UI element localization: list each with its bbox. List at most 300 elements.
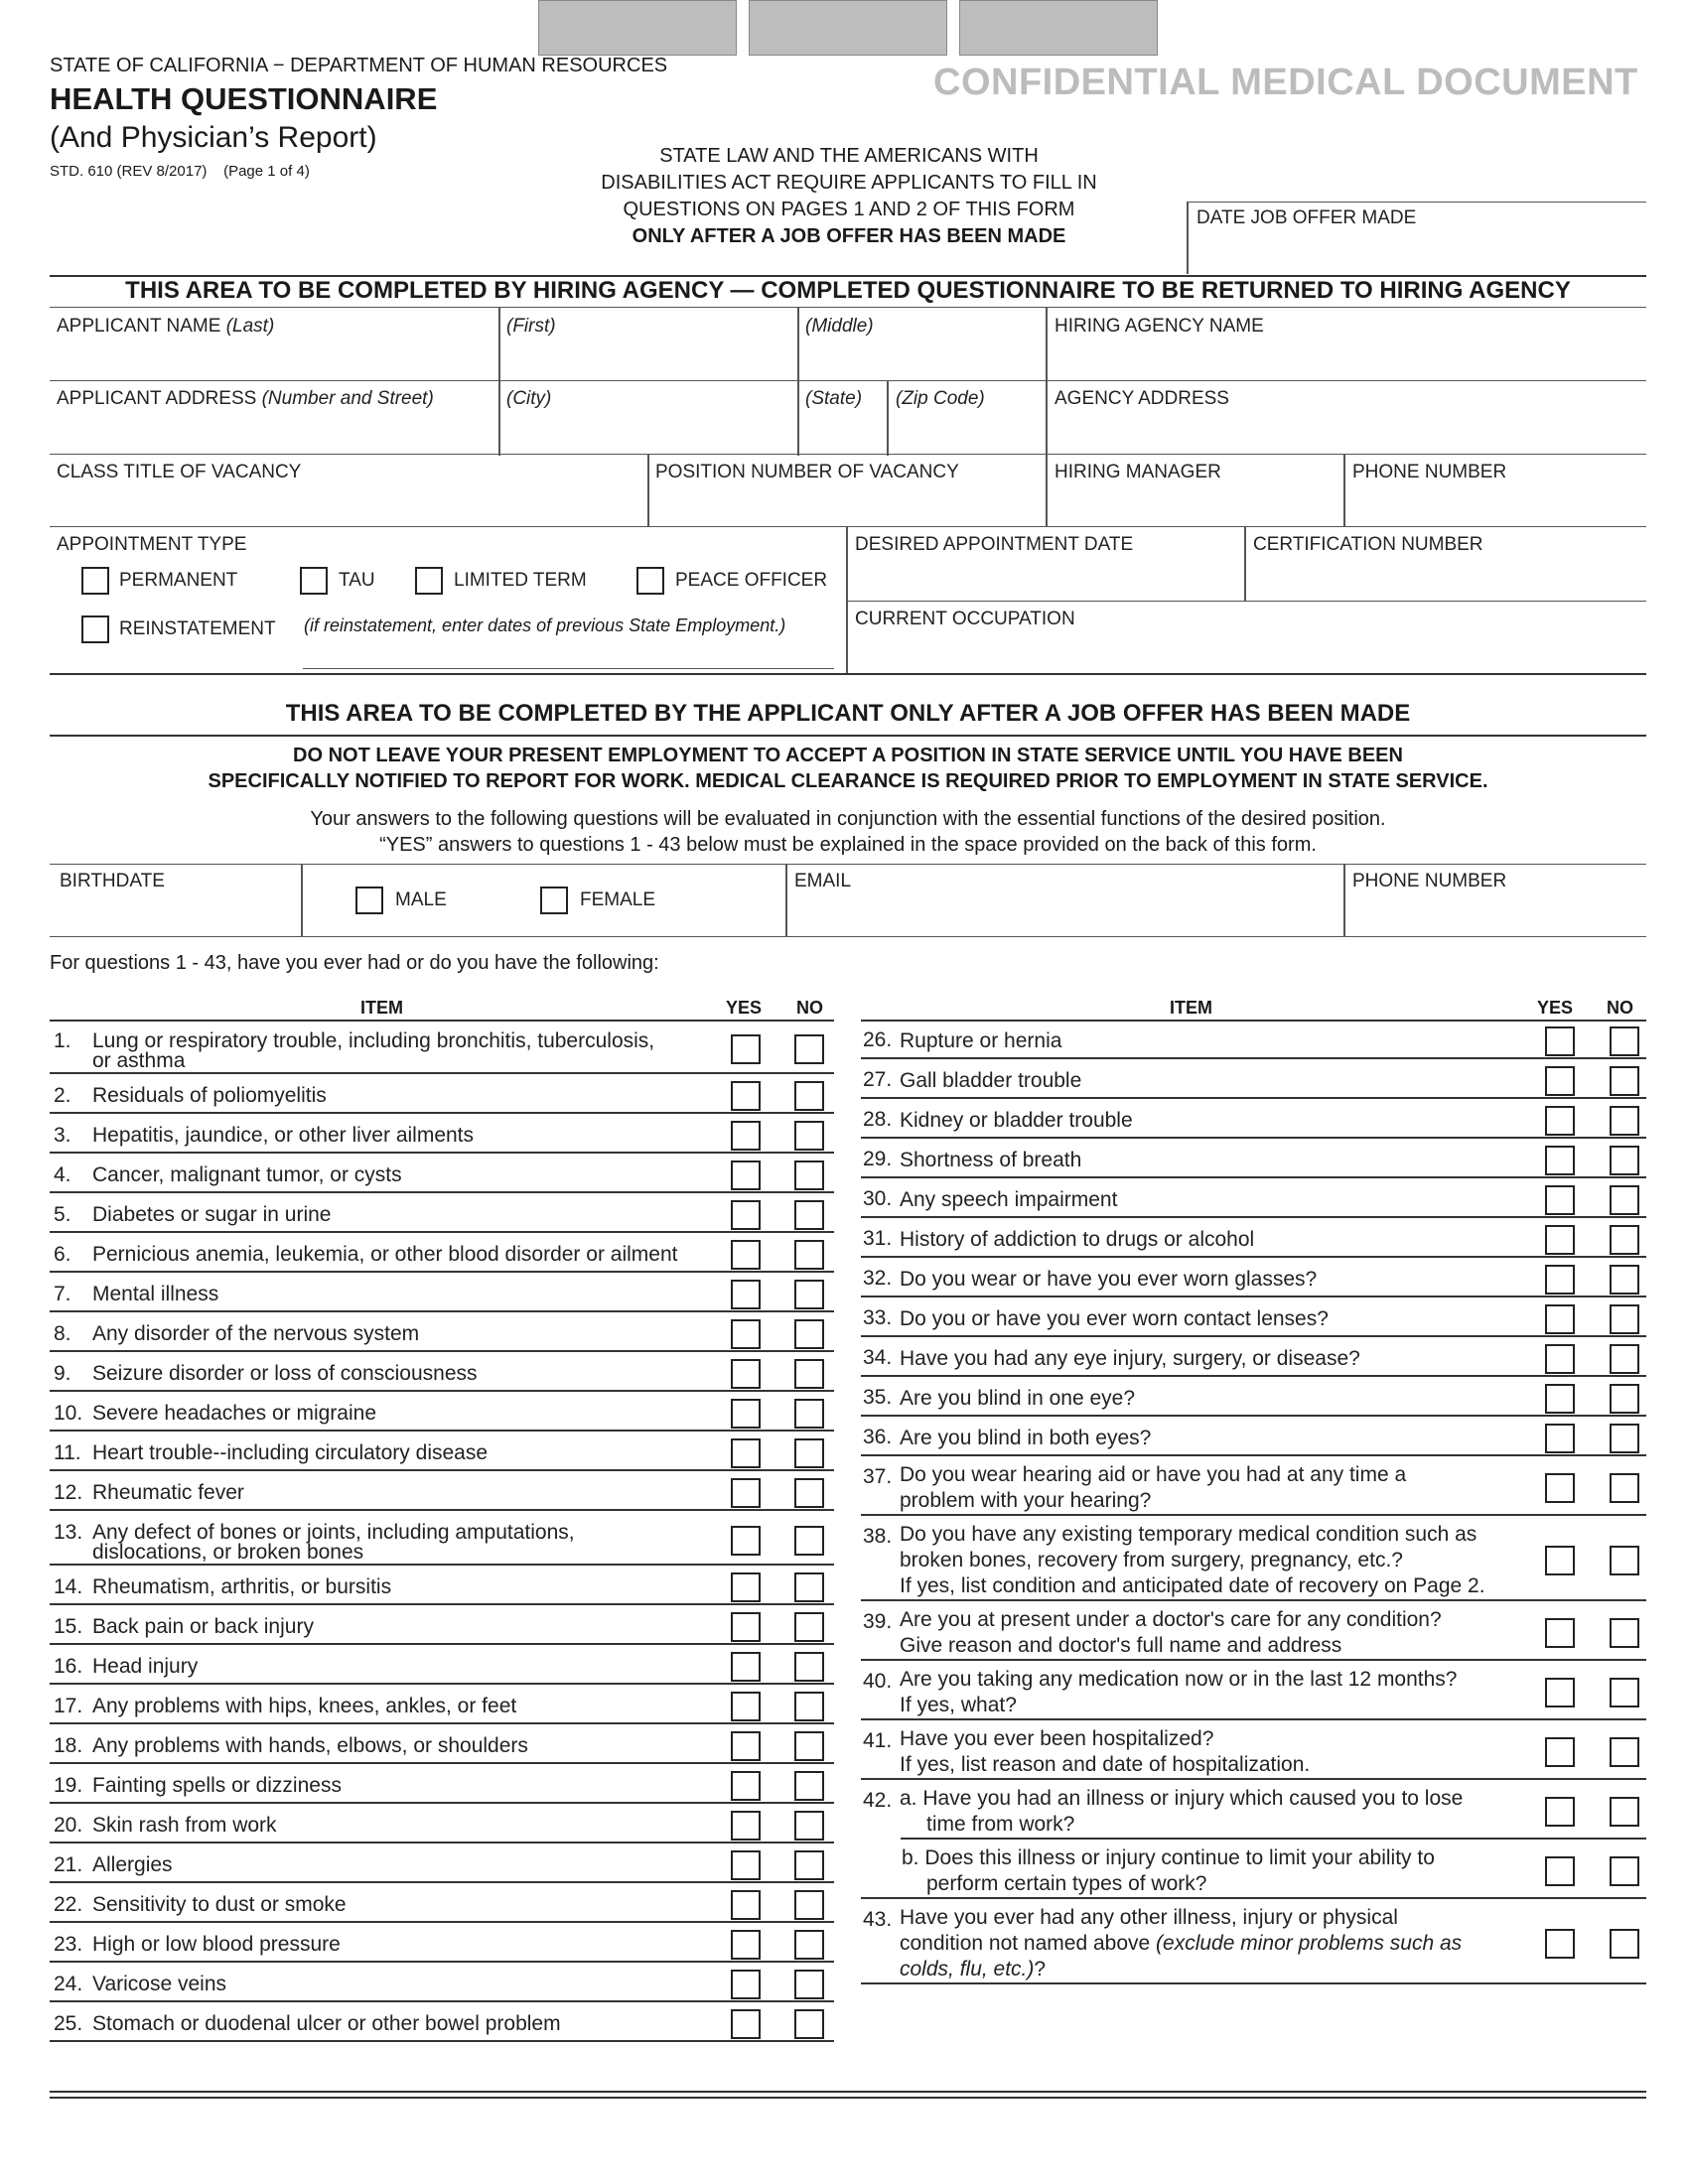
question-text-italic: (exclude minor problems such as (1156, 1932, 1463, 1955)
question-text: High or low blood pressure (92, 1933, 341, 1956)
question-row (861, 1258, 1646, 1297)
question-text: Allergies (92, 1853, 173, 1876)
no-checkbox[interactable] (1610, 1304, 1639, 1334)
question-number: 10. (54, 1402, 83, 1425)
ada-notice (536, 143, 1162, 250)
question-row (50, 1471, 834, 1511)
no-checkbox[interactable] (794, 2009, 824, 2039)
question-text: Varicose veins (92, 1973, 227, 1995)
no-checkbox[interactable] (1610, 1797, 1639, 1827)
question-row (861, 1337, 1646, 1377)
position-number-label: POSITION NUMBER OF VACANCY (655, 462, 959, 482)
question-text: Any defect of bones or joints, including amputations, (92, 1521, 575, 1544)
question-row (50, 1273, 834, 1312)
agency-phone-label: PHONE NUMBER (1352, 462, 1507, 482)
question-text: Do you or have you ever worn contact lenses? (900, 1307, 1329, 1330)
question-text: Cancer, malignant tumor, or cysts (92, 1163, 402, 1186)
form-title: HEALTH QUESTIONNAIRE (50, 81, 438, 116)
no-checkbox[interactable] (1610, 1185, 1639, 1215)
yes-checkbox[interactable] (731, 1692, 761, 1721)
question-row (50, 1764, 834, 1804)
no-checkbox[interactable] (794, 1572, 824, 1602)
top-button-2[interactable] (749, 0, 947, 56)
question-row (861, 1516, 1646, 1601)
female-checkbox[interactable] (540, 887, 568, 914)
question-number: 41. (863, 1729, 893, 1752)
question-row (50, 1883, 834, 1923)
question-text: a. Have you had an illness or injury which caused you to lose (900, 1787, 1464, 1810)
question-text: Any disorder of the nervous system (92, 1322, 420, 1345)
question-text-continued: If yes, what? (900, 1694, 1017, 1716)
question-row (861, 1456, 1646, 1516)
question-text: Are you taking any medication now or in the last 12 months? (900, 1668, 1458, 1691)
certification-number-label: CERTIFICATION NUMBER (1253, 534, 1483, 555)
question-number: 28. (863, 1108, 893, 1131)
yes-checkbox[interactable] (731, 1478, 761, 1508)
question-row (50, 1154, 834, 1193)
agency-address-label: AGENCY ADDRESS (1055, 388, 1229, 409)
yes-checkbox[interactable] (1545, 1797, 1575, 1827)
question-text-continued: Give reason and doctor's full name and address (900, 1634, 1342, 1657)
question-number: 17. (54, 1695, 83, 1717)
date-job-offer-field[interactable] (1189, 226, 1645, 272)
yes-checkbox[interactable] (731, 1890, 761, 1920)
form-subtitle: (And Physician’s Report) (50, 121, 377, 154)
question-text-part: condition not named above (900, 1932, 1151, 1955)
first-name-label: (First) (506, 316, 556, 337)
no-checkbox[interactable] (1610, 1265, 1639, 1295)
applicant-name-label (57, 316, 274, 338)
row-divider (50, 2040, 834, 2042)
question-number: 7. (54, 1283, 71, 1305)
yes-checkbox[interactable] (1545, 1424, 1575, 1453)
limited-term-label: LIMITED TERM (454, 570, 587, 591)
question-row (50, 1432, 834, 1471)
no-checkbox[interactable] (794, 1970, 824, 1999)
question-row (50, 1233, 834, 1273)
peace-officer-label: PEACE OFFICER (675, 570, 828, 591)
yes-checkbox[interactable] (1545, 1384, 1575, 1414)
question-number: 27. (863, 1068, 893, 1091)
question-text-continued (900, 1957, 1046, 1982)
question-number: 31. (863, 1227, 893, 1250)
question-number: 3. (54, 1124, 71, 1147)
question-number: 15. (54, 1615, 83, 1638)
no-checkbox[interactable] (1610, 1146, 1639, 1175)
question-text: Any speech impairment (900, 1188, 1118, 1211)
question-number: 34. (863, 1346, 893, 1369)
row-divider (861, 1982, 1646, 1984)
no-checkbox[interactable] (794, 1200, 824, 1230)
yes-checkbox[interactable] (1545, 1265, 1575, 1295)
question-row (50, 1843, 834, 1883)
right-no-header: NO (1607, 998, 1633, 1018)
zip-label: (Zip Code) (896, 388, 985, 409)
no-checkbox[interactable] (794, 1478, 824, 1508)
no-checkbox[interactable] (1610, 1344, 1639, 1374)
question-row (50, 1114, 834, 1154)
yes-checkbox[interactable] (731, 1121, 761, 1151)
yes-checkbox[interactable] (731, 1081, 761, 1111)
question-text: Sensitivity to dust or smoke (92, 1893, 347, 1916)
question-row (50, 1724, 834, 1764)
question-text: Lung or respiratory trouble, including bronchitis, tuberculosis, (92, 1029, 655, 1052)
yes-checkbox[interactable] (731, 1240, 761, 1270)
yes-checkbox[interactable] (731, 1280, 761, 1309)
email-label: EMAIL (794, 871, 852, 891)
yes-checkbox[interactable] (1545, 1026, 1575, 1056)
yes-checkbox[interactable] (731, 1359, 761, 1389)
question-text: Hepatitis, jaundice, or other liver ailments (92, 1124, 475, 1147)
street-hint: (Number and Street) (261, 388, 434, 409)
no-checkbox[interactable] (794, 1692, 824, 1721)
yes-checkbox[interactable] (731, 2009, 761, 2039)
form-id (50, 163, 310, 180)
top-button-3[interactable] (959, 0, 1158, 56)
yes-checkbox[interactable] (1545, 1106, 1575, 1136)
employment-warning-line-2: SPECIFICALLY NOTIFIED TO REPORT FOR WORK. MEDICAL CLEARANCE IS REQUIRED PRIOR TO EMPLOYMENT IN STATE SERVICE. (208, 770, 1488, 792)
question-text-continued: If yes, list reason and date of hospitalization. (900, 1753, 1311, 1776)
applicant-section-heading: THIS AREA TO BE COMPLETED BY THE APPLICANT ONLY AFTER A JOB OFFER HAS BEEN MADE (285, 700, 1411, 727)
question-text: Head injury (92, 1655, 199, 1678)
no-checkbox[interactable] (794, 1319, 824, 1349)
question-row (861, 1139, 1646, 1178)
no-checkbox[interactable] (794, 1930, 824, 1960)
question-row (50, 1605, 834, 1645)
last-name-hint: (Last) (225, 316, 275, 337)
no-checkbox[interactable] (1610, 1473, 1639, 1503)
question-row (50, 2002, 834, 2042)
question-text-continued: If yes, list condition and anticipated date of recovery on Page 2. (900, 1574, 1485, 1597)
question-text: Stomach or duodenal ulcer or other bowel problem (92, 2012, 561, 2035)
question-number: 14. (54, 1575, 83, 1598)
question-number: 6. (54, 1243, 71, 1266)
no-checkbox[interactable] (1610, 1618, 1639, 1648)
male-label: MALE (395, 889, 447, 910)
yes-checkbox[interactable] (731, 1160, 761, 1190)
yes-checkbox[interactable] (731, 1034, 761, 1064)
question-row (861, 1020, 1646, 1059)
question-number: 29. (863, 1148, 893, 1170)
no-checkbox[interactable] (794, 1034, 824, 1064)
no-checkbox[interactable] (794, 1240, 824, 1270)
question-text-part: ? (1034, 1958, 1047, 1980)
question-row (50, 1193, 834, 1233)
department-line: STATE OF CALIFORNIA − DEPARTMENT OF HUMAN RESOURCES (50, 55, 668, 76)
question-text: Back pain or back injury (92, 1615, 314, 1638)
no-checkbox[interactable] (794, 1081, 824, 1111)
question-text: Have you had any eye injury, surgery, or disease? (900, 1347, 1360, 1370)
question-text: Are you at present under a doctor's care for any condition? (900, 1608, 1442, 1631)
question-text-continued: problem with your hearing? (900, 1489, 1152, 1512)
confidential-watermark: CONFIDENTIAL MEDICAL DOCUMENT (933, 62, 1638, 103)
question-number: 42. (863, 1789, 893, 1812)
yes-checkbox[interactable] (1545, 1066, 1575, 1096)
yes-checkbox[interactable] (731, 1200, 761, 1230)
no-checkbox[interactable] (1610, 1384, 1639, 1414)
question-number: 35. (863, 1386, 893, 1409)
no-checkbox[interactable] (1610, 1424, 1639, 1453)
question-number: 16. (54, 1655, 83, 1678)
no-checkbox[interactable] (1610, 1929, 1639, 1959)
question-text: b. Does this illness or injury continue to limit your ability to (902, 1846, 1435, 1869)
yes-checkbox[interactable] (1545, 1618, 1575, 1648)
ada-notice-line-1: STATE LAW AND THE AMERICANS WITH (659, 145, 1039, 167)
no-checkbox[interactable] (794, 1399, 824, 1429)
agency-section-heading: THIS AREA TO BE COMPLETED BY HIRING AGENCY — COMPLETED QUESTIONNAIRE TO BE RETURNED TO HIRING AGENCY (125, 277, 1571, 304)
question-row (861, 1377, 1646, 1417)
question-number: 1. (54, 1029, 71, 1052)
employment-warning-line-1: DO NOT LEAVE YOUR PRESENT EMPLOYMENT TO ACCEPT A POSITION IN STATE SERVICE UNTIL YOU HAVE BEEN (293, 745, 1403, 766)
yes-checkbox[interactable] (1545, 1737, 1575, 1767)
desired-appointment-date-label: DESIRED APPOINTMENT DATE (855, 534, 1134, 555)
question-row (861, 1099, 1646, 1139)
birthdate-label: BIRTHDATE (60, 871, 165, 891)
question-row (50, 1685, 834, 1724)
question-number: 39. (863, 1610, 893, 1633)
yes-checkbox[interactable] (731, 1526, 761, 1556)
yes-checkbox[interactable] (1545, 1929, 1575, 1959)
question-number: 4. (54, 1163, 71, 1186)
question-text: Residuals of poliomyelitis (92, 1084, 327, 1107)
right-yes-header: YES (1537, 998, 1574, 1018)
question-text: Any problems with hands, elbows, or shoulders (92, 1734, 528, 1757)
limited-term-checkbox[interactable] (415, 567, 443, 595)
no-checkbox[interactable] (1610, 1225, 1639, 1255)
no-checkbox[interactable] (794, 1121, 824, 1151)
yes-checkbox[interactable] (731, 1731, 761, 1761)
question-number: 20. (54, 1814, 83, 1837)
question-row (50, 1923, 834, 1963)
question-row (50, 1804, 834, 1843)
male-checkbox[interactable] (355, 887, 383, 914)
yes-checkbox[interactable] (731, 1850, 761, 1880)
ada-notice-line-2: DISABILITIES ACT REQUIRE APPLICANTS TO FILL IN (601, 172, 1097, 194)
yes-checkbox[interactable] (731, 1652, 761, 1682)
question-row (861, 1840, 1646, 1899)
question-text: Diabetes or sugar in urine (92, 1203, 332, 1226)
question-number: 40. (863, 1670, 893, 1693)
yes-checkbox[interactable] (731, 1930, 761, 1960)
question-number: 19. (54, 1774, 83, 1797)
yes-checkbox[interactable] (1545, 1185, 1575, 1215)
question-text: Seizure disorder or loss of consciousness (92, 1362, 478, 1385)
question-row (861, 1899, 1646, 1984)
form-number: STD. 610 (REV 8/2017) (50, 163, 208, 180)
question-text-continued: dislocations, or broken bones (92, 1541, 364, 1564)
hiring-agency-name-label: HIRING AGENCY NAME (1055, 316, 1264, 337)
no-checkbox[interactable] (1610, 1678, 1639, 1707)
question-row (50, 1963, 834, 2002)
question-number: 5. (54, 1203, 71, 1226)
question-text: Fainting spells or dizziness (92, 1774, 342, 1797)
question-row (50, 1020, 834, 1074)
no-checkbox[interactable] (1610, 1546, 1639, 1575)
question-number: 26. (863, 1028, 893, 1051)
reinstatement-note: (if reinstatement, enter dates of previous State Employment.) (304, 615, 786, 635)
evaluation-info (50, 806, 1646, 858)
question-text: Do you wear hearing aid or have you had at any time a (900, 1463, 1407, 1486)
yes-checkbox[interactable] (1545, 1678, 1575, 1707)
question-number: 21. (54, 1853, 83, 1876)
yes-checkbox[interactable] (731, 1399, 761, 1429)
reinstatement-checkbox[interactable] (81, 615, 109, 643)
question-text: Are you blind in both eyes? (900, 1427, 1152, 1449)
tau-label: TAU (339, 570, 375, 591)
question-text: Do you have any existing temporary medical condition such as (900, 1523, 1477, 1546)
yes-checkbox[interactable] (731, 1572, 761, 1602)
page-number: (Page 1 of 4) (223, 163, 310, 180)
question-text: Do you wear or have you ever worn glasses? (900, 1268, 1318, 1291)
question-text: Gall bladder trouble (900, 1069, 1082, 1092)
employment-warning (50, 743, 1646, 794)
no-checkbox[interactable] (794, 1359, 824, 1389)
top-button-1[interactable] (538, 0, 737, 56)
peace-officer-checkbox[interactable] (636, 567, 664, 595)
question-row (50, 1352, 834, 1392)
yes-checkbox[interactable] (731, 1771, 761, 1801)
permanent-label: PERMANENT (119, 570, 238, 591)
reinstatement-label: REINSTATEMENT (119, 618, 276, 639)
no-checkbox[interactable] (794, 1652, 824, 1682)
left-yes-header: YES (726, 998, 763, 1018)
applicant-address-label (57, 388, 434, 410)
date-job-offer-label: DATE JOB OFFER MADE (1196, 207, 1417, 228)
question-text-continued: or asthma (92, 1049, 186, 1072)
question-text: Rupture or hernia (900, 1029, 1062, 1052)
question-number: 30. (863, 1187, 893, 1210)
question-text: Severe headaches or migraine (92, 1402, 377, 1425)
yes-checkbox[interactable] (731, 1970, 761, 1999)
yes-checkbox[interactable] (1545, 1473, 1575, 1503)
appointment-type-label: APPOINTMENT TYPE (57, 534, 247, 555)
current-occupation-label: CURRENT OCCUPATION (855, 609, 1075, 629)
question-row (50, 1566, 834, 1605)
applicant-name-text: APPLICANT NAME (57, 316, 221, 337)
no-checkbox[interactable] (1610, 1066, 1639, 1096)
question-text: Rheumatic fever (92, 1481, 244, 1504)
yes-checkbox[interactable] (731, 1811, 761, 1841)
applicant-address-text: APPLICANT ADDRESS (57, 388, 257, 409)
yes-checkbox[interactable] (731, 1319, 761, 1349)
question-text-continued: broken bones, recovery from surgery, pregnancy, etc.? (900, 1549, 1403, 1571)
question-number: 25. (54, 2012, 83, 2035)
question-number: 37. (863, 1465, 893, 1488)
yes-checkbox[interactable] (1545, 1304, 1575, 1334)
no-checkbox[interactable] (1610, 1106, 1639, 1136)
evaluation-info-line-2: “YES” answers to questions 1 - 43 below must be explained in the space provided on the back of this form. (379, 834, 1317, 856)
question-row (50, 1511, 834, 1566)
question-row (861, 1218, 1646, 1258)
yes-checkbox[interactable] (731, 1612, 761, 1642)
left-item-header: ITEM (360, 998, 403, 1018)
question-number: 8. (54, 1322, 71, 1345)
yes-checkbox[interactable] (1545, 1344, 1575, 1374)
no-checkbox[interactable] (1610, 1856, 1639, 1886)
question-number: 38. (863, 1525, 893, 1548)
question-row (861, 1720, 1646, 1780)
question-number: 13. (54, 1521, 83, 1544)
question-number: 22. (54, 1893, 83, 1916)
question-text: Heart trouble--including circulatory disease (92, 1441, 489, 1464)
question-row (861, 1178, 1646, 1218)
left-no-header: NO (796, 998, 823, 1018)
applicant-phone-label: PHONE NUMBER (1352, 871, 1507, 891)
question-row (861, 1601, 1646, 1661)
question-row (861, 1059, 1646, 1099)
question-text-continued: time from work? (926, 1813, 1075, 1836)
question-text: Skin rash from work (92, 1814, 277, 1837)
city-label: (City) (506, 388, 552, 409)
question-number: 2. (54, 1084, 71, 1107)
no-checkbox[interactable] (794, 1612, 824, 1642)
class-title-label: CLASS TITLE OF VACANCY (57, 462, 302, 482)
ada-notice-line-4: ONLY AFTER A JOB OFFER HAS BEEN MADE (632, 225, 1066, 247)
yes-checkbox[interactable] (1545, 1146, 1575, 1175)
no-checkbox[interactable] (794, 1280, 824, 1309)
question-row (50, 1645, 834, 1685)
yes-checkbox[interactable] (1545, 1546, 1575, 1575)
question-number: 36. (863, 1426, 893, 1448)
question-text-continued (900, 1931, 1462, 1957)
yes-checkbox[interactable] (1545, 1225, 1575, 1255)
yes-checkbox[interactable] (731, 1438, 761, 1468)
question-number: 18. (54, 1734, 83, 1757)
no-checkbox[interactable] (794, 1890, 824, 1920)
question-text: Have you ever had any other illness, injury or physical (900, 1906, 1398, 1929)
tau-checkbox[interactable] (300, 567, 328, 595)
middle-name-label: (Middle) (805, 316, 874, 337)
question-row (50, 1312, 834, 1352)
state-label: (State) (805, 388, 863, 409)
no-checkbox[interactable] (794, 1731, 824, 1761)
question-row (50, 1392, 834, 1432)
no-checkbox[interactable] (794, 1526, 824, 1556)
no-checkbox[interactable] (794, 1771, 824, 1801)
no-checkbox[interactable] (1610, 1737, 1639, 1767)
questions-intro: For questions 1 - 43, have you ever had or do you have the following: (50, 952, 659, 974)
question-row (861, 1417, 1646, 1456)
question-number: 33. (863, 1306, 893, 1329)
no-checkbox[interactable] (794, 1850, 824, 1880)
question-text: Any problems with hips, knees, ankles, or feet (92, 1695, 517, 1717)
yes-checkbox[interactable] (1545, 1856, 1575, 1886)
question-number: 12. (54, 1481, 83, 1504)
no-checkbox[interactable] (794, 1160, 824, 1190)
question-text: History of addiction to drugs or alcohol (900, 1228, 1255, 1251)
question-number: 43. (863, 1908, 893, 1931)
no-checkbox[interactable] (794, 1438, 824, 1468)
no-checkbox[interactable] (1610, 1026, 1639, 1056)
question-text: Are you blind in one eye? (900, 1387, 1135, 1410)
question-row (861, 1661, 1646, 1720)
question-number: 23. (54, 1933, 83, 1956)
question-text: Have you ever been hospitalized? (900, 1727, 1214, 1750)
no-checkbox[interactable] (794, 1811, 824, 1841)
female-label: FEMALE (580, 889, 656, 910)
question-text-italic: colds, flu, etc.) (900, 1958, 1035, 1980)
question-row (50, 1074, 834, 1114)
question-text: Pernicious anemia, leukemia, or other blood disorder or ailment (92, 1243, 678, 1266)
permanent-checkbox[interactable] (81, 567, 109, 595)
question-text: Rheumatism, arthritis, or bursitis (92, 1575, 392, 1598)
question-number: 24. (54, 1973, 83, 1995)
ada-notice-line-3: QUESTIONS ON PAGES 1 AND 2 OF THIS FORM (623, 199, 1075, 220)
right-item-header: ITEM (1170, 998, 1212, 1018)
question-row (861, 1297, 1646, 1337)
evaluation-info-line-1: Your answers to the following questions will be evaluated in conjunction with the essential functions of the desired position. (310, 808, 1386, 830)
question-number: 11. (54, 1441, 81, 1464)
